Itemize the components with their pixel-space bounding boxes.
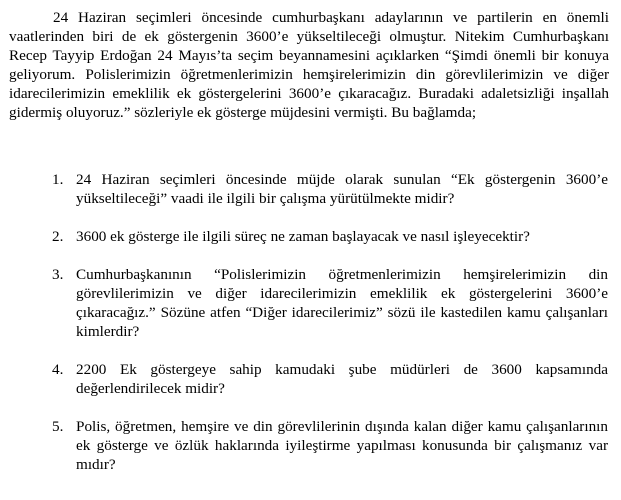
question-text: 2200 Ek göstergeye sahip kamudaki şube müdürleri de 3600 kapsamında değerlendirilecek midir? [76,361,608,397]
question-number: 4. [52,361,64,378]
question-text: 24 Haziran seçimleri öncesinde müjde olarak sunulan “Ek göstergenin 3600’e yükseltileceği” vaadi ile ilgili bir çalışma yürütülmekte midir? [76,171,608,207]
question-item [0,265,621,341]
question-number: 3. [52,266,64,283]
question-text: Cumhurbaşkanının “Polislerimizin öğretmenlerimizin hemşirelerimizin din görevlilerimizin ve diğer idarecilerimizin emeklilik ek göstergelerini 3600’e çıkaracağız.” Sözüne atfen “Diğer idarecilerimiz” sözü ile kastedilen kamu çalışanları kimlerdir? [76,266,608,340]
question-text: 3600 ek gösterge ile ilgili süreç ne zaman başlayacak ve nasıl işleyecektir? [76,228,530,245]
question-item [0,227,621,246]
question-number: 5. [52,418,64,435]
question-item [0,170,621,208]
question-number: 2. [52,228,64,245]
question-text: Polis, öğretmen, hemşire ve din görevlilerinin dışında kalan diğer kamu çalışanlarının ek gösterge ve özlük haklarında iyileştirme yapılması konusunda bir çalışmanız var mıdır? [76,418,608,473]
question-item [0,417,621,474]
intro-paragraph: 24 Haziran seçimleri öncesinde cumhurbaşkanı adaylarının ve partilerin en önemli vaatlerinden biri de ek göstergenin 3600’e yükseltileceği olmuştur. Nitekim Cumhurbaşkanı Recep Tayyip Erdoğan 24 Mayıs’ta seçim beyannamesini açıklarken “Şimdi önemli bir konuya geliyorum. Polislerimizin öğretmenlerimizin hemşirelerimizin din görevlilerimizin ve diğer idarecilerimizin emeklilik ek göstergelerini 3600’e çıkaracağız. Buradaki adaletsizliği inşallah gidermiş oluyoruz.” sözleriyle ek gösterge müjdesini vermişti. Bu bağlamda; [9,9,609,121]
question-number: 1. [52,171,64,188]
question-item [0,360,621,398]
question-list [0,170,621,493]
